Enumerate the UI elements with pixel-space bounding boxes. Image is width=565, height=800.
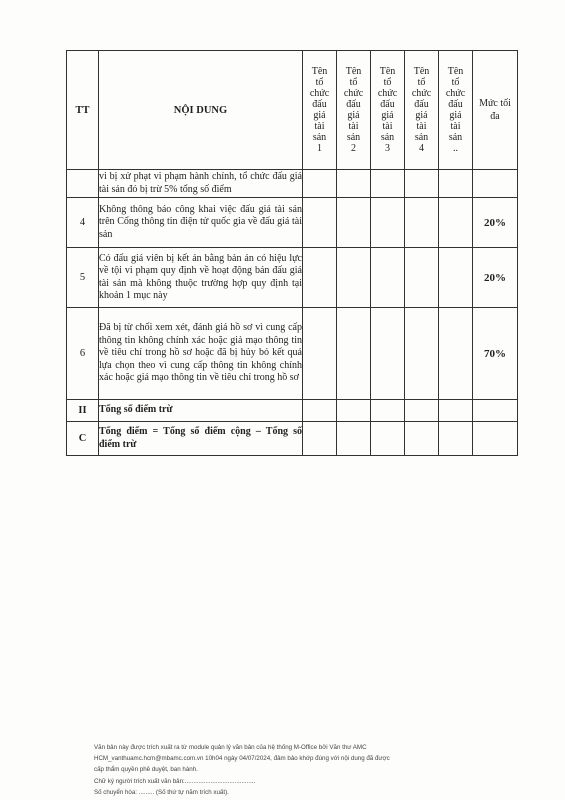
score-cell [439,422,473,456]
score-cell [371,422,405,456]
table-row [67,400,518,422]
header-tt: TT [67,51,99,170]
score-cell [371,248,405,308]
score-cell [439,308,473,400]
header-org-5: Tên tổ chức đấu giá tài sản .. [439,51,473,170]
score-cell [337,198,371,248]
score-cell [371,400,405,422]
score-cell [405,198,439,248]
row-max: 70% [473,308,518,400]
row-content: Đã bị từ chối xem xét, đánh giá hồ sơ vì cung cấp thông tin không chính xác hoặc giả mạo thông tin về tiêu chí trong hồ sơ hoặc đã bị hủy bỏ kết quả lựa chọn theo vì cung cấp thông tin không chính xác hoặc giả mạo thông tin về tiêu chí trong hồ sơ [99,308,303,400]
extraction-footer [94,742,474,798]
row-tt: C [67,422,99,456]
score-cell [405,308,439,400]
row-content: Có đấu giá viên bị kết án bằng bản án có hiệu lực về tội vi phạm quy định về hoạt động bán đấu giá tài sản mà không thuộc trường hợp quy định tại khoản 1 mục này [99,248,303,308]
row-tt [67,170,99,198]
score-cell [337,400,371,422]
score-cell [439,400,473,422]
table-row [67,422,518,456]
footer-line: HCM_vanthuamc.hcm@mbamc.com.vn 10h04 ngày 04/07/2024, đảm bảo khớp đúng với nội dung đã được [94,755,390,763]
score-cell [303,400,337,422]
header-org-4: Tên tổ chức đấu giá tài sản 4 [405,51,439,170]
row-tt: 6 [67,308,99,400]
row-content: Không thông báo công khai việc đấu giá tài sản trên Cổng thông tin điện tử quốc gia về đấu giá tài sản [99,198,303,248]
score-cell [405,248,439,308]
row-tt: 5 [67,248,99,308]
header-org-2: Tên tổ chức đấu giá tài sản 2 [337,51,371,170]
score-cell [439,170,473,198]
row-tt: II [67,400,99,422]
row-tt: 4 [67,198,99,248]
header-content: NỘI DUNG [99,51,303,170]
score-cell [439,198,473,248]
header-max: Mức tối đa [473,51,518,170]
score-cell [303,198,337,248]
table-row [67,308,518,400]
table-row [67,248,518,308]
row-max [473,170,518,198]
header-org-3: Tên tổ chức đấu giá tài sản 3 [371,51,405,170]
table-row [67,170,518,198]
score-cell [303,170,337,198]
row-max: 20% [473,198,518,248]
score-cell [303,248,337,308]
score-cell [405,170,439,198]
footer-line: Số chuyển hóa: ......... (Số thứ tự năm trích xuất). [94,788,229,796]
score-cell [337,170,371,198]
footer-line: Văn bản này được trích xuất ra từ module quản lý văn bản của hệ thống M-Office bởi Văn thư AMC [94,744,367,751]
score-cell [405,400,439,422]
footer-line: Chữ ký người trích xuất văn bản:......................................... [94,777,256,785]
row-content: vi bị xử phạt vi phạm hành chính, tổ chức đấu giá tài sản đó bị trừ 5% tổng số điểm [99,170,303,198]
score-cell [371,198,405,248]
table-row [67,198,518,248]
footer-line: cấp thẩm quyền phê duyệt, ban hành. [94,766,198,774]
header-row [67,51,518,170]
score-cell [371,170,405,198]
scoring-table [66,50,518,456]
header-org-1: Tên tổ chức đấu giá tài sản 1 [303,51,337,170]
score-cell [303,422,337,456]
score-cell [371,308,405,400]
row-max [473,400,518,422]
score-cell [303,308,337,400]
score-cell [337,308,371,400]
row-max: 20% [473,248,518,308]
score-cell [439,248,473,308]
score-cell [405,422,439,456]
row-content: Tổng điểm = Tổng số điểm cộng – Tổng số điểm trừ [99,422,303,456]
row-content: Tổng số điểm trừ [99,400,303,422]
row-max [473,422,518,456]
score-cell [337,248,371,308]
score-cell [337,422,371,456]
